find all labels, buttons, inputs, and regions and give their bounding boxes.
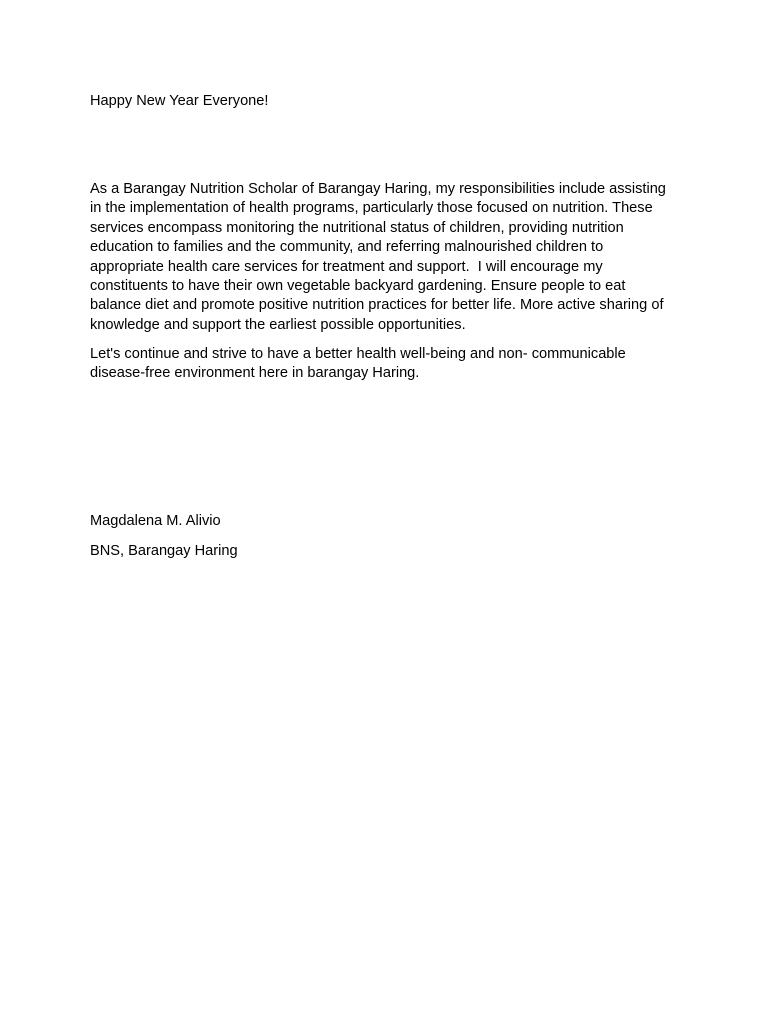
body-paragraph-closing: Let's continue and strive to have a better health well-being and non- communicable disease-free environment here in barangay Haring. <box>90 346 630 382</box>
signature-name: Magdalena M. Alivio <box>90 513 221 529</box>
greeting-line: Happy New Year Everyone! <box>90 93 269 109</box>
signature-title: BNS, Barangay Haring <box>90 543 238 559</box>
body-paragraph-responsibilities: As a Barangay Nutrition Scholar of Barangay Haring, my responsibilities include assisting in the implementation of health programs, particularly those focused on nutrition. These services encompass monitoring the nutritional status of children, providing nutrition education to families and the community, and referring malnourished children to appropriate health care services for treatment and support. I will encourage my constituents to have their own vegetable backyard gardening. Ensure people to eat balance diet and promote positive nutrition practices for better life. More active sharing of knowledge and support the earliest possible opportunities. <box>90 181 670 333</box>
